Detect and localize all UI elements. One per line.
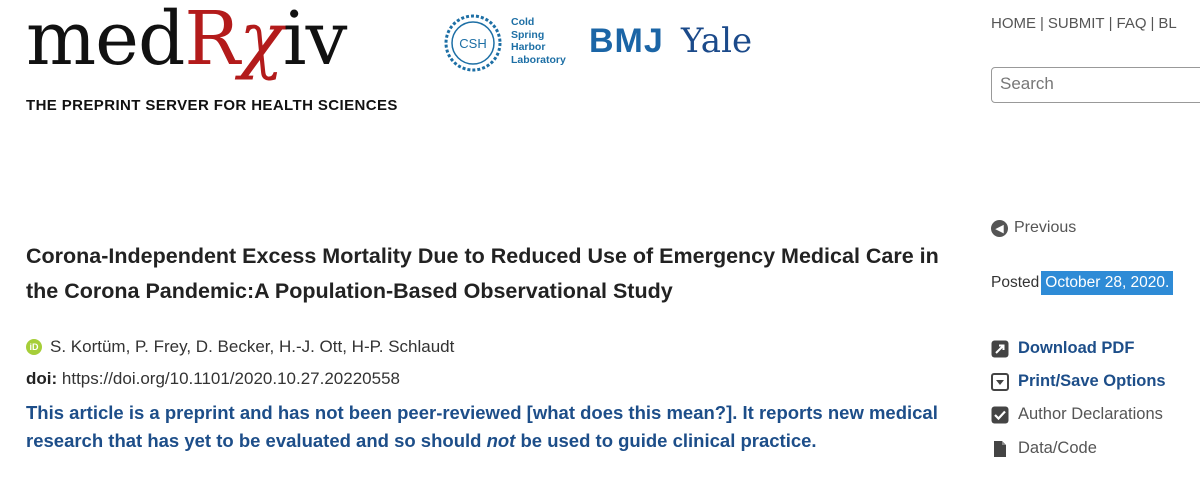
doi-link[interactable]: https://doi.org/10.1101/2020.10.27.20220558	[61, 369, 400, 388]
nav-faq-link[interactable]: FAQ	[1116, 15, 1147, 32]
nav-blog-link[interactable]: BL	[1158, 15, 1177, 32]
authors-text[interactable]: S. Kortüm, P. Frey, D. Becker, H.-J. Ott, H-P. Schlaudt	[50, 337, 455, 356]
data-code-label: Data/Code	[1018, 439, 1097, 457]
author-declarations-link[interactable]	[991, 405, 1163, 424]
nav-separator: |	[1040, 15, 1044, 32]
posted-date-line	[991, 271, 1173, 295]
cshl-line: Harbor	[511, 41, 546, 53]
nav-submit-link[interactable]: SUBMIT	[1047, 15, 1105, 32]
author-list	[26, 337, 454, 357]
nav-home-link[interactable]: HOME	[991, 15, 1036, 32]
bmj-logo[interactable]: BMJ	[589, 22, 664, 60]
notice-text-end: be used to guide clinical practice.	[515, 430, 817, 451]
previous-link[interactable]	[991, 219, 1076, 237]
doi-label: doi:	[26, 369, 58, 388]
medrxiv-logo[interactable]	[26, 0, 347, 82]
yale-logo[interactable]: Yale	[681, 21, 753, 61]
article-title: Corona-Independent Excess Mortality Due to Reduced Use of Emergency Medical Care in the Corona Pandemic:A Population-Based Observational Study	[26, 244, 939, 303]
author-declarations-label: Author Declarations	[1018, 405, 1163, 423]
logo-chi: χ	[239, 0, 283, 82]
nav-separator: |	[1150, 15, 1155, 32]
top-nav	[991, 15, 1177, 32]
caret-down-box-icon	[991, 373, 1009, 391]
cshl-line: Laboratory	[511, 53, 566, 66]
logo-suffix: iv	[282, 0, 347, 82]
cshl-badge-text: CSH	[459, 36, 487, 51]
external-link-icon	[991, 340, 1009, 358]
cshl-line: Cold	[511, 16, 535, 28]
site-tagline: THE PREPRINT SERVER FOR HEALTH SCIENCES	[26, 97, 398, 114]
print-save-options-dropdown[interactable]	[991, 372, 1166, 391]
search-input[interactable]: Search	[991, 67, 1200, 103]
print-save-label: Print/Save Options	[1018, 372, 1166, 390]
arrow-left-circle-icon: ◀	[991, 220, 1008, 237]
file-icon	[991, 440, 1009, 458]
download-pdf-label: Download PDF	[1018, 339, 1135, 357]
cshl-line: Spring	[511, 28, 545, 41]
checkbox-check-icon	[991, 406, 1009, 424]
orcid-icon[interactable]: iD	[26, 339, 42, 355]
download-pdf-link[interactable]	[991, 339, 1134, 358]
cshl-logo-icon[interactable]	[443, 13, 503, 73]
cshl-wordmark	[511, 16, 566, 66]
notice-emphasis: not	[486, 430, 516, 451]
data-code-link[interactable]	[991, 439, 1097, 458]
doi-line	[26, 369, 400, 389]
previous-label: Previous	[1014, 219, 1077, 236]
notice-text: This article is a preprint and has not been peer-reviewed [what does this mean?]. It reports new medical research that has yet to be evaluated and so should	[26, 402, 938, 451]
nav-separator: |	[1108, 15, 1113, 32]
posted-date: October 28, 2020.	[1041, 271, 1173, 295]
logo-prefix: med	[26, 0, 185, 82]
posted-label: Posted	[991, 274, 1040, 291]
logo-r: R	[184, 0, 240, 82]
preprint-notice	[26, 399, 946, 455]
